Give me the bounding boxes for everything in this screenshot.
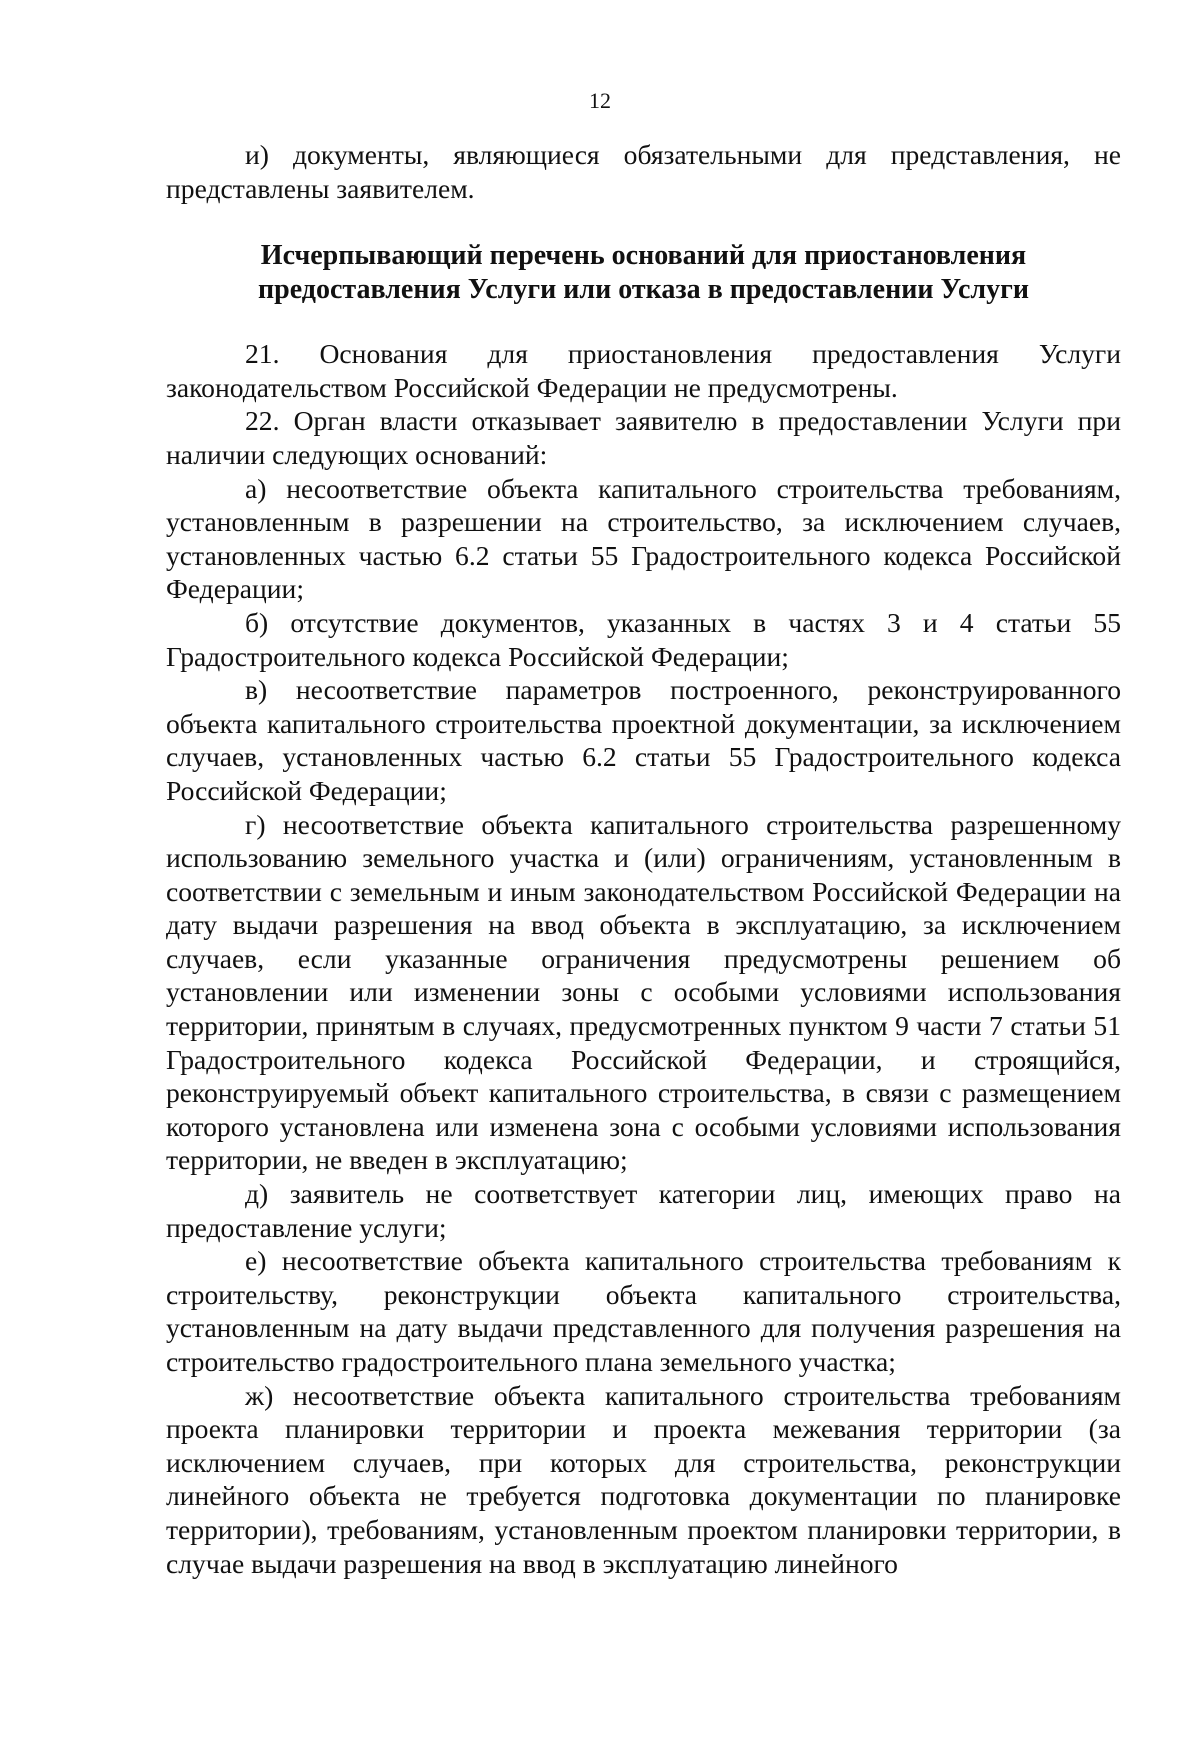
page-number: 12 (589, 88, 611, 113)
document-body (166, 138, 1121, 1580)
paragraph-22-e: е) несоответствие объекта капитального строительства требованиям к строительству, реконструкции объекта капитального строительства, установленным на дату выдачи представленного для получения разрешения на строительство градостроительного плана земельного участка; (166, 1245, 1121, 1377)
paragraph-22-b: б) отсутствие документов, указанных в частях 3 и 4 статьи 55 Градостроительного кодекса Российской Федерации; (166, 606, 1121, 672)
paragraph-22: 22. Орган власти отказывает заявителю в предоставлении Услуги при наличии следующих оснований: (166, 405, 1121, 470)
section-heading-line-1: Исчерпывающий перечень оснований для приостановления (260, 240, 1027, 272)
section-heading-line-2: предоставления Услуги или отказа в предоставлении Услуги (258, 274, 1029, 306)
paragraph-item-i: и) документы, являющиеся обязательными для представления, не представлены заявителем. (166, 139, 1121, 204)
paragraph-22-zh: ж) несоответствие объекта капитального строительства требованиям проекта планировки территории и проекта межевания территории (за исключением случаев, при которых для строительства, реконструкции линейного объекта не требуется подготовка документации по планировке территории), требованиям, установленным проектом планировки территории, в случае выдачи разрешения на ввод в эксплуатацию линейного (166, 1379, 1121, 1579)
paragraph-21: 21. Основания для приостановления предоставления Услуги законодательством Российской Федерации не предусмотрены. (166, 338, 1121, 403)
paragraph-22-v: в) несоответствие параметров построенного, реконструированного объекта капитального строительства проектной документации, за исключением случаев, установленных частью 6.2 статьи 55 Градостроительного кодекса Российской Федерации; (166, 674, 1121, 806)
section-heading (166, 239, 1121, 307)
paragraph-22-d: д) заявитель не соответствует категории лиц, имеющих право на предоставление услуги; (166, 1178, 1121, 1243)
paragraph-22-a: а) несоответствие объекта капитального строительства требованиям, установленным в разрешении на строительство, за исключением случаев, установленных частью 6.2 статьи 55 Градостроительного кодекса Российской Федерации; (166, 472, 1121, 605)
paragraph-22-g: г) несоответствие объекта капитального строительства разрешенному использованию земельного участка и (или) ограничениям, установленным в соответствии с земельным и иным законодательством Российской Федерации на дату выдачи разрешения на ввод объекта в эксплуатацию, за исключением случаев, если указанные ограничения предусмотрены решением об установлении или изменении зоны с особыми условиями использования территории, принятым в случаях, предусмотренных пунктом 9 части 7 статьи 51 Градостроительного кодекса Российской Федерации, и строящийся, реконструируемый объект капитального строительства, в связи с размещением которого установлена или изменена зона с особыми условиями использования территории, не введен в эксплуатацию; (166, 808, 1121, 1176)
